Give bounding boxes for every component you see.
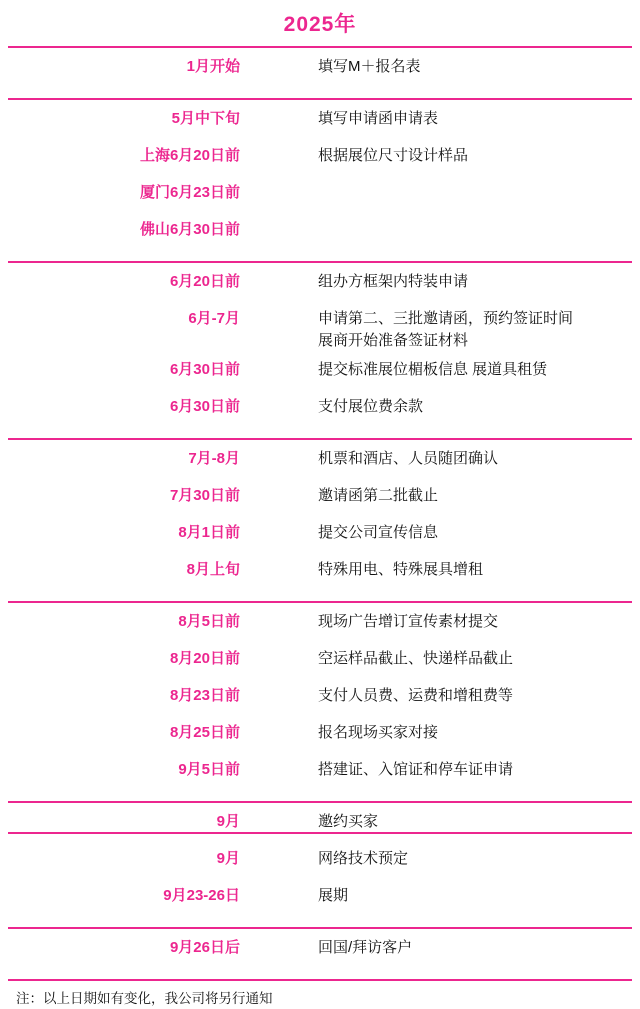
row-task	[256, 396, 632, 418]
schedule-row	[8, 52, 632, 89]
schedule-group	[8, 803, 632, 927]
row-task	[256, 937, 632, 959]
row-task	[256, 685, 632, 707]
row-date: 上海6月20日前	[139, 147, 240, 164]
row-task	[256, 648, 632, 670]
schedule-row	[8, 355, 632, 392]
row-date: 9月5日前	[178, 761, 240, 778]
row-task	[256, 559, 632, 581]
row-date: 9月	[216, 813, 240, 830]
bottom-divider	[8, 832, 632, 834]
row-task	[256, 611, 632, 633]
row-task-line: 报名现场买家对接	[318, 724, 439, 741]
row-task	[256, 359, 632, 381]
row-task	[256, 811, 632, 833]
row-date: 9月	[216, 850, 240, 867]
row-task	[256, 485, 632, 507]
group-spacer	[8, 89, 632, 98]
row-date: 7月-8月	[188, 450, 240, 467]
schedule-group	[8, 48, 632, 98]
schedule-row	[8, 481, 632, 518]
row-task-line: 搭建证、入馆证和停车证申请	[318, 761, 514, 778]
row-date: 8月23日前	[169, 687, 240, 704]
row-date: 6月-7月	[188, 310, 240, 327]
schedule-row	[8, 104, 632, 141]
row-task-line: 提交公司宣传信息	[318, 524, 439, 541]
row-date: 6月30日前	[169, 361, 240, 378]
schedule-group	[8, 603, 632, 801]
row-task	[256, 722, 632, 744]
schedule-row	[8, 881, 632, 918]
schedule-row	[8, 392, 632, 429]
row-task-line: 网络技术预定	[318, 850, 409, 867]
schedule-group	[8, 929, 632, 979]
row-task-line: 组办方框架内特装申请	[318, 273, 469, 290]
row-task	[256, 271, 632, 293]
row-task-line: 现场广告增订宣传素材提交	[318, 613, 499, 630]
row-date: 8月1日前	[178, 524, 240, 541]
row-task-line: 展商开始准备签证材料	[318, 332, 469, 349]
row-date: 佛山6月30日前	[139, 221, 240, 238]
group-spacer	[8, 429, 632, 438]
row-date: 7月30日前	[169, 487, 240, 504]
row-task	[256, 108, 632, 130]
schedule-row	[8, 444, 632, 481]
row-date: 厦门6月23日前	[139, 184, 240, 201]
schedule-row	[8, 755, 632, 792]
row-task-line: 支付展位费余款	[318, 398, 424, 415]
row-task	[256, 885, 632, 907]
schedule-row	[8, 141, 632, 178]
schedule-row	[8, 807, 632, 844]
row-date: 6月30日前	[169, 398, 240, 415]
footer-note: 注：以上日期如有变化，我公司将另行通知	[16, 991, 273, 1006]
row-task-line: 根据展位尺寸设计样品	[318, 147, 469, 164]
schedule-body	[8, 46, 632, 981]
row-task	[256, 448, 632, 470]
row-date: 8月25日前	[169, 724, 240, 741]
row-task-line: 特殊用电、特殊展具增租	[318, 561, 484, 578]
row-date: 9月26日后	[169, 939, 240, 956]
row-task-line: 展期	[318, 887, 349, 904]
schedule-row	[8, 681, 632, 718]
row-task-line: 机票和酒店、人员随团确认	[318, 450, 499, 467]
schedule-row	[8, 718, 632, 755]
row-task-line: 空运样品截止、快递样品截止	[318, 650, 514, 667]
schedule-row	[8, 933, 632, 970]
row-date: 6月20日前	[169, 273, 240, 290]
row-task	[256, 56, 632, 78]
row-task	[256, 145, 632, 167]
row-task	[256, 759, 632, 781]
group-spacer	[8, 792, 632, 801]
row-task	[256, 308, 632, 352]
schedule-group	[8, 100, 632, 261]
row-date: 8月上旬	[186, 561, 240, 578]
row-task-line: 支付人员费、运费和增租费等	[318, 687, 514, 704]
row-task-line: 回国/拜访客户	[318, 939, 413, 956]
row-task-line: 填写申请函申请表	[318, 110, 439, 127]
schedule-row	[8, 607, 632, 644]
row-date: 1月开始	[186, 58, 240, 75]
group-spacer	[8, 970, 632, 979]
schedule-group	[8, 440, 632, 601]
row-task	[256, 848, 632, 870]
schedule-row	[8, 267, 632, 304]
schedule-row	[8, 304, 632, 355]
schedule-row	[8, 518, 632, 555]
schedule-row	[8, 844, 632, 881]
row-task-line: 申请第二、三批邀请函，预约签证时间	[318, 310, 574, 327]
schedule-row	[8, 555, 632, 592]
schedule-row	[8, 644, 632, 681]
group-spacer	[8, 252, 632, 261]
row-task	[256, 522, 632, 544]
row-date: 9月23-26日	[163, 887, 240, 904]
row-date: 5月中下旬	[171, 110, 240, 127]
group-spacer	[8, 918, 632, 927]
row-date: 8月20日前	[169, 650, 240, 667]
schedule-row	[8, 178, 632, 215]
row-date: 8月5日前	[178, 613, 240, 630]
schedule-row	[8, 215, 632, 252]
page-title: 2025年	[283, 13, 357, 36]
row-task-line: 邀请函第二批截止	[318, 487, 439, 504]
row-task-line: 填写M＋报名表	[318, 58, 421, 75]
group-spacer	[8, 592, 632, 601]
row-task-line: 提交标准展位楣板信息 展道具租赁	[318, 361, 548, 378]
schedule-group	[8, 263, 632, 438]
row-task-line: 邀约买家	[318, 813, 379, 830]
